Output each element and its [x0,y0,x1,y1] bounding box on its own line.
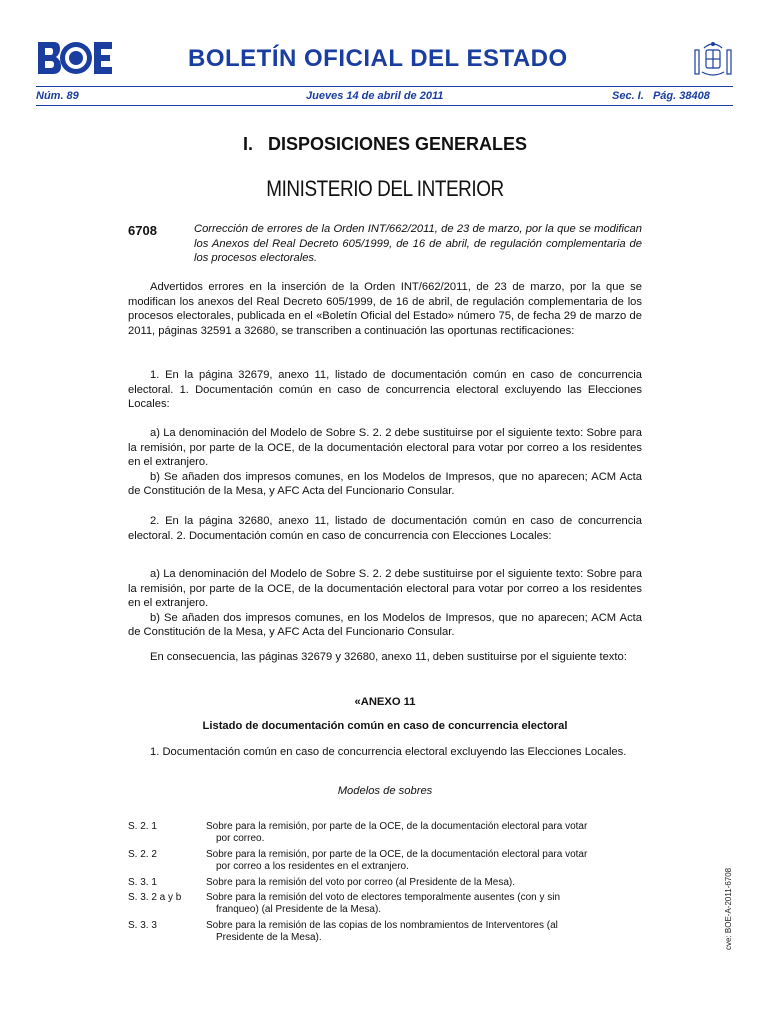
issue-number: Núm. 89 [36,90,79,102]
body-paragraph-3 [128,426,642,499]
sobre-description [206,877,642,889]
sobre-description-line: Sobre para la remisión de las copias de los nombramientos de Interventores (al [206,920,558,931]
sobre-description-line: por correo. [216,833,265,844]
sobre-description-line: Sobre para la remisión del voto por correo (al Presidente de la Mesa). [206,877,516,888]
sobre-description-line: por correo a los residentes en el extranjero. [216,861,409,872]
header-rule-bottom [36,105,733,106]
annex-title: «ANEXO 11 [354,696,416,708]
body-paragraph-4 [128,514,642,543]
sobre-description [206,892,642,916]
sobre-code: S. 3. 2 a y b [128,892,182,903]
sobre-description-line: Sobre para la remisión del voto de electores temporalmente ausentes (con y sin [206,892,561,903]
paragraph-text: 2. En la página 32680, anexo 11, listado de documentación común en caso de concurrencia electoral. 2. Documentación común en caso de concurrencia con Elecciones Locales: [128,515,642,542]
sobre-code: S. 2. 2 [128,849,157,860]
ministry-title: MINISTERIO DEL INTERIOR [266,176,504,201]
coat-of-arms-icon [690,36,736,82]
sobre-description-line: Presidente de la Mesa). [216,932,322,943]
models-heading: Modelos de sobres [337,785,433,797]
paragraph-text: 1. Documentación común en caso de concurrencia electoral excluyendo las Elecciones Locales. [150,746,627,758]
cve-identifier: cve: BOE-A-2011-6708 [724,867,733,950]
sobre-description [206,821,642,845]
body-paragraph-1 [128,280,642,338]
paragraph-text: b) Se añaden dos impresos comunes, en los Modelos de Impresos, que no aparecen; ACM Acta de Constitución de la Mesa, y AFC Acta del Funcionario Consular. [128,470,642,497]
paragraph-text: a) La denominación del Modelo de Sobre S. 2. 2 debe sustituirse por el siguiente texto: Sobre para la remisión, por parte de la OCE, de la documentación electoral para votar por correo a los residentes en el extranjero. [128,568,642,609]
issue-date: Jueves 14 de abril de 2011 [306,90,444,102]
annex-intro [128,745,642,760]
publication-title: BOLETÍN OFICIAL DEL ESTADO [188,45,568,72]
paragraph-text: Advertidos errores en la inserción de la Orden INT/662/2011, de 23 de marzo, por la que se modifican los anexos del Real Decreto 605/1999, de 16 de abril, de regulación complementaria de los procesos electorales, publicada en el «Boletín Oficial del Estado» número 75, de fecha 29 de marzo de 2011, páginas 32591 a 32680, se transcriben a continuación las oportunas rectificaciones: [128,281,642,337]
section-title: I. DISPOSICIONES GENERALES [242,134,528,154]
sobre-code: S. 3. 1 [128,877,157,888]
disposition-summary: Corrección de errores de la Orden INT/662/2011, de 23 de marzo, por la que se modifican los Anexos del Real Decreto 605/1999, de 16 de abril, de regulación complementaria de los procesos electorales. [194,223,642,264]
sobre-description [206,849,642,873]
paragraph-text: a) La denominación del Modelo de Sobre S. 2. 2 debe sustituirse por el siguiente texto: Sobre para la remisión, por parte de la OCE, de la documentación electoral para votar por correo a los residentes en el extranjero. [128,427,642,468]
sobre-code: S. 3. 3 [128,920,157,931]
header-rule [36,86,733,87]
boe-logo [36,40,114,76]
sobre-description-line: franqueo) (al Presidente de la Mesa). [216,904,382,915]
sobre-description-line: Sobre para la remisión, por parte de la OCE, de la documentación electoral para votar [206,821,588,832]
body-paragraph-6 [128,650,642,665]
body-paragraph-5 [128,567,642,640]
body-paragraph-2 [128,368,642,412]
sobre-description-line: Sobre para la remisión, por parte de la OCE, de la documentación electoral para votar [206,849,588,860]
paragraph-text: 1. En la página 32679, anexo 11, listado de documentación común en caso de concurrencia electoral. 1. Documentación común en caso de concurrencia electoral excluyendo las Elecciones Locales: [128,369,642,410]
paragraph-text: En consecuencia, las páginas 32679 y 32680, anexo 11, deben sustituirse por el siguiente texto: [150,651,627,663]
sobre-description [206,920,642,944]
sobre-code: S. 2. 1 [128,821,157,832]
paragraph-text: b) Se añaden dos impresos comunes, en los Modelos de Impresos, que no aparecen; ACM Acta de Constitución de la Mesa, y AFC Acta del Funcionario Consular. [128,611,642,638]
annex-subtitle: Listado de documentación común en caso de concurrencia electoral [202,720,568,732]
disposition-number: 6708 [128,223,157,238]
section-page: Sec. I. Pág. 38408 [612,90,710,102]
